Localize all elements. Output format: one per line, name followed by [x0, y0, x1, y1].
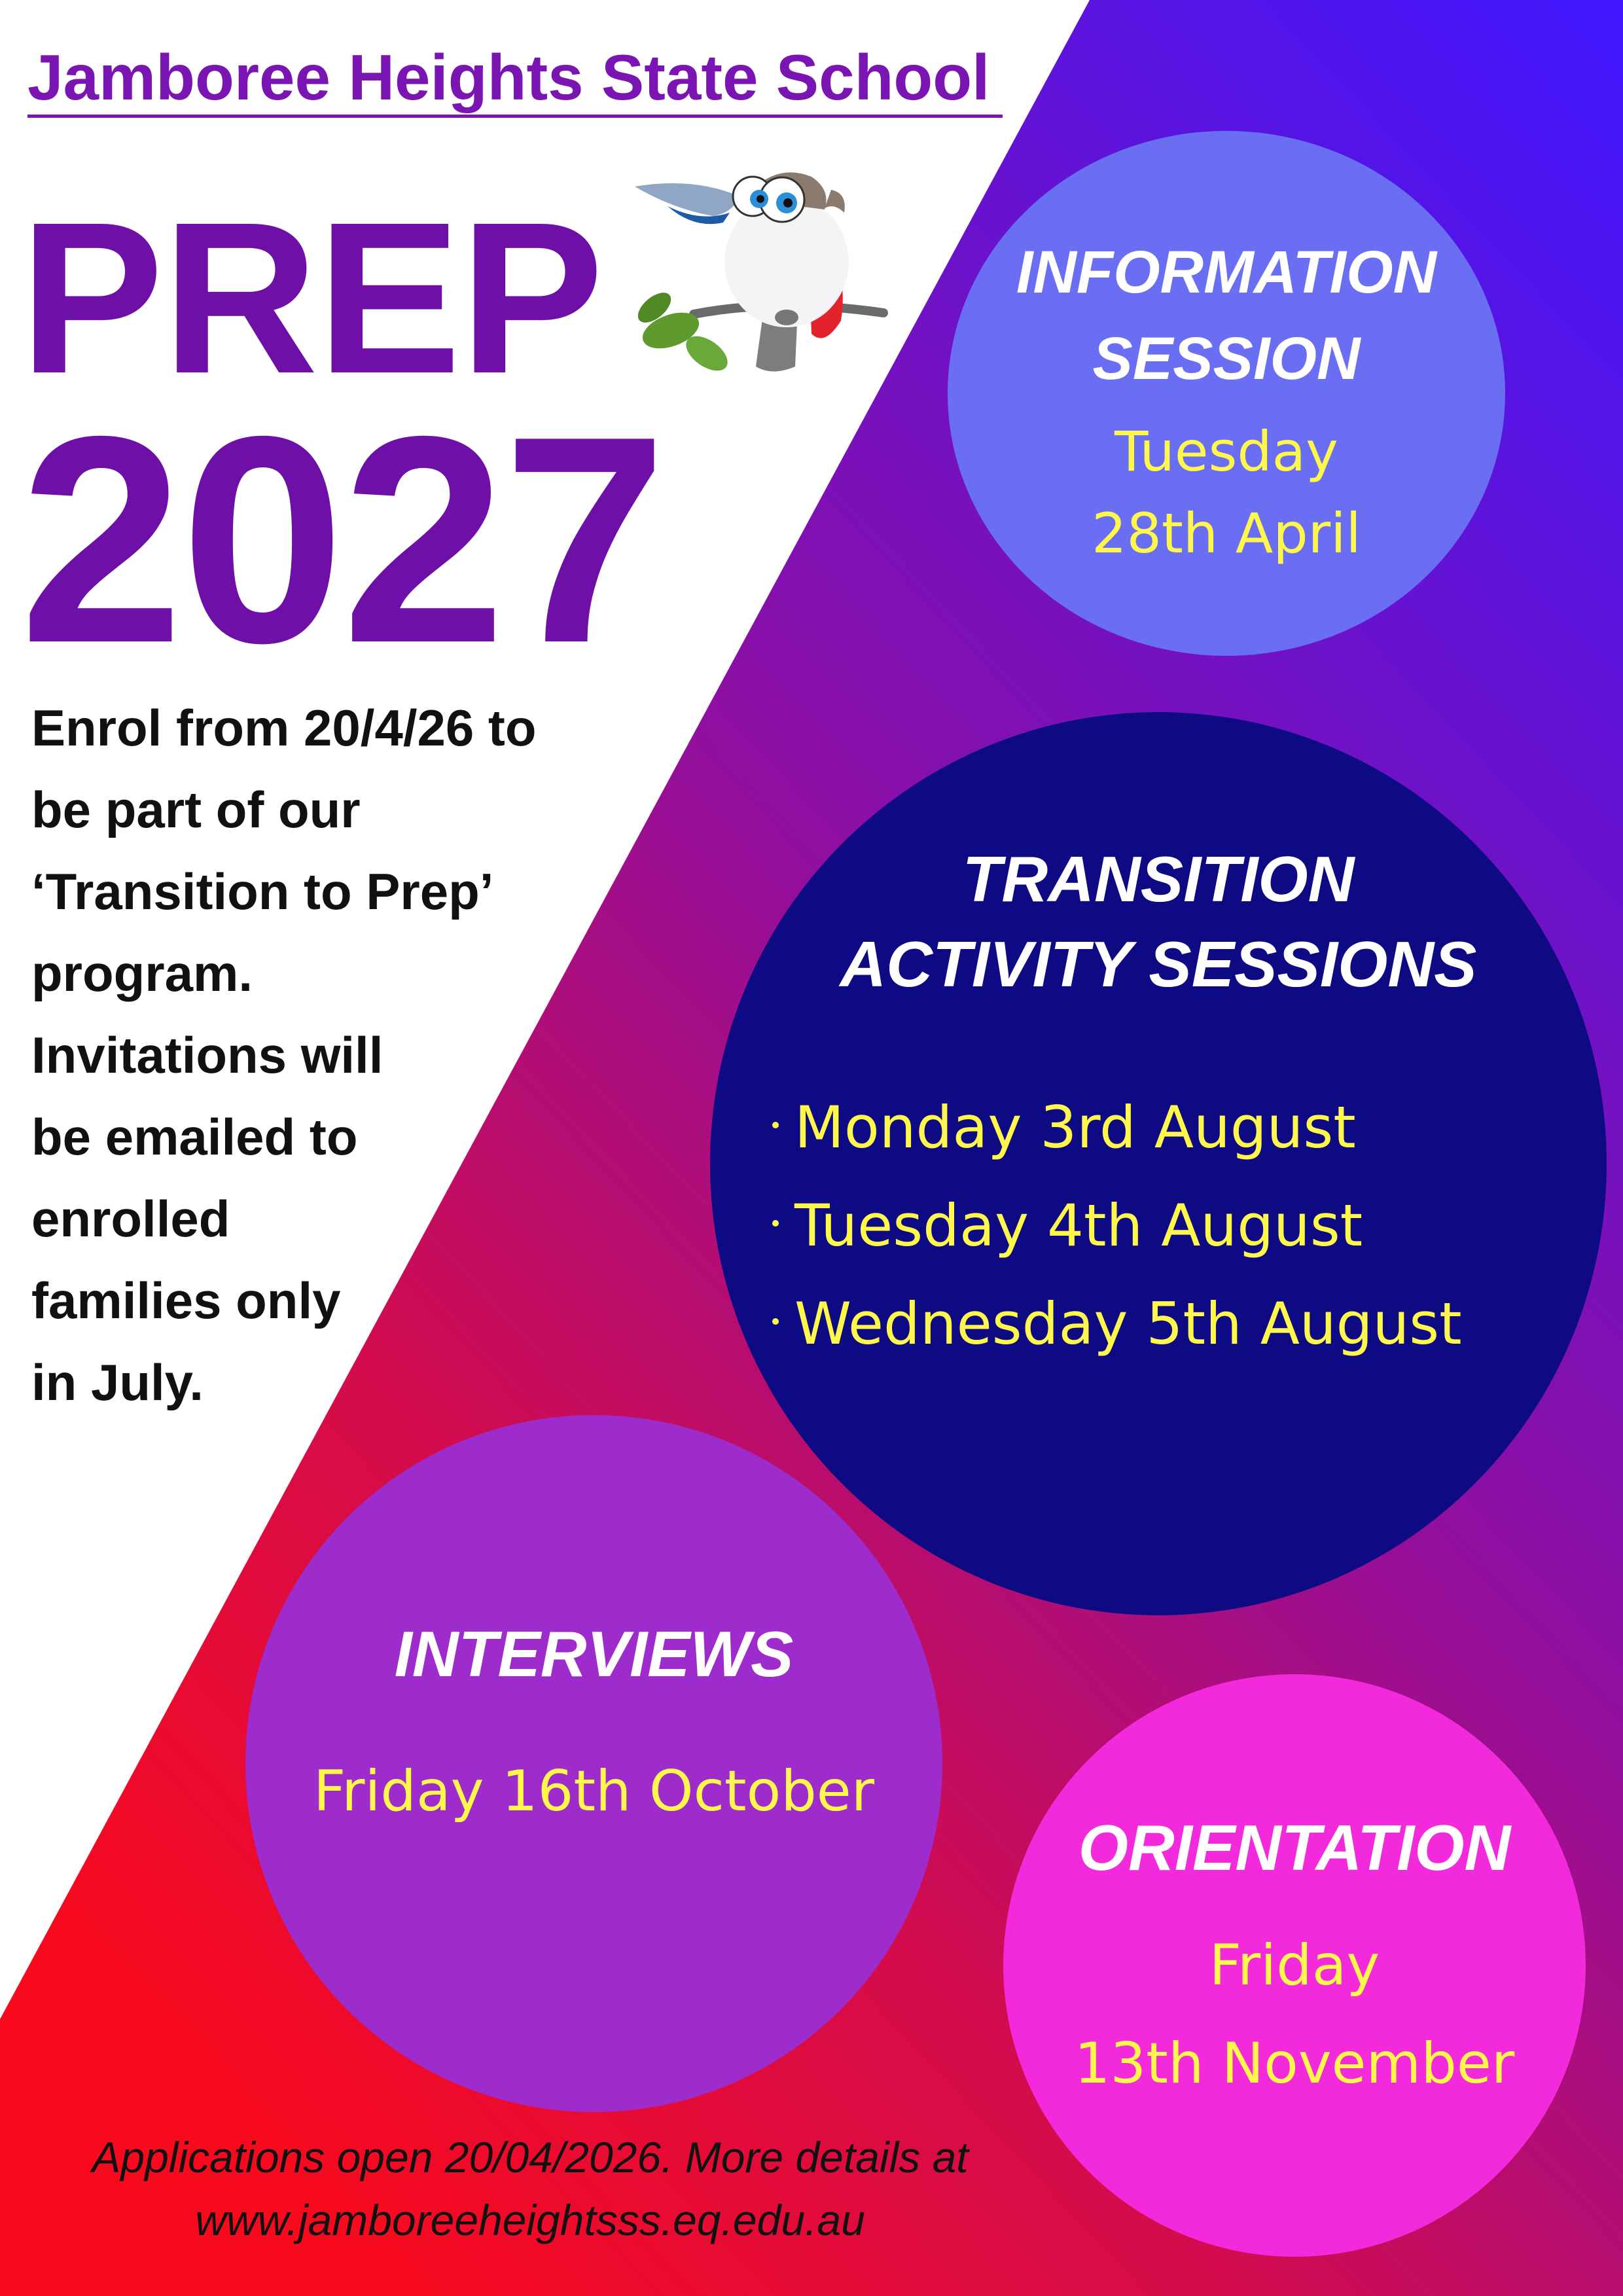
kookaburra-icon — [615, 131, 890, 393]
transition-dates-list — [772, 1079, 1544, 1373]
school-name-underline — [27, 115, 1003, 118]
list-item — [772, 1177, 1544, 1275]
interviews-heading: INTERVIEWS — [394, 1618, 794, 1690]
heading-line: INFORMATION — [1016, 239, 1437, 306]
heading-line: SESSION — [1092, 325, 1361, 392]
blurb-line: in July. — [31, 1354, 204, 1411]
date-line: Friday — [1209, 1933, 1380, 1998]
blurb-line: be emailed to — [31, 1108, 358, 1166]
date-line: 28th April — [1092, 501, 1361, 565]
orientation-heading: ORIENTATION — [1078, 1812, 1511, 1884]
bullet-icon — [772, 1122, 779, 1128]
transition-sessions-circle — [710, 712, 1607, 1615]
date-text: Wednesday 5th August — [794, 1290, 1462, 1357]
blurb-line: families only — [31, 1272, 341, 1329]
transition-heading — [840, 836, 1477, 1007]
info-session-date — [1092, 411, 1361, 575]
blurb-line: program. — [31, 944, 253, 1002]
bullet-icon — [772, 1220, 779, 1227]
date-text: Monday 3rd August — [794, 1094, 1356, 1161]
orientation-date — [1075, 1916, 1514, 2113]
blurb-line: enrolled — [31, 1190, 230, 1247]
blurb-line: Enrol from 20/4/26 to — [31, 699, 537, 757]
date-line: Tuesday — [1115, 420, 1338, 484]
school-name: Jamboree Heights State School — [27, 41, 990, 113]
footer-line: Applications open 20/04/2026. More details at — [92, 2133, 969, 2181]
list-item — [772, 1275, 1544, 1373]
footer-note — [0, 2126, 1060, 2251]
heading-line: ACTIVITY SESSIONS — [840, 928, 1477, 1000]
date-line: 13th November — [1074, 2031, 1515, 2096]
blurb-line: ‘Transition to Prep’ — [31, 863, 494, 920]
info-session-heading — [1016, 229, 1436, 402]
footer-website-link[interactable]: www.jamboreeheightsss.eq.edu.au — [195, 2196, 865, 2244]
orientation-circle — [1003, 1674, 1586, 2257]
date-text: Tuesday 4th August — [794, 1192, 1363, 1259]
interviews-circle — [245, 1415, 942, 2112]
bullet-icon — [772, 1318, 779, 1325]
interviews-date: Friday 16th October — [313, 1759, 875, 1824]
blurb-line: Invitations will — [31, 1026, 383, 1084]
list-item — [772, 1079, 1544, 1177]
info-session-circle — [948, 131, 1505, 656]
enrolment-blurb — [31, 687, 620, 1424]
heading-line: TRANSITION — [962, 843, 1355, 915]
title-year: 2027 — [20, 376, 665, 704]
blurb-line: be part of our — [31, 781, 361, 838]
title-prep: PREP — [20, 177, 603, 418]
